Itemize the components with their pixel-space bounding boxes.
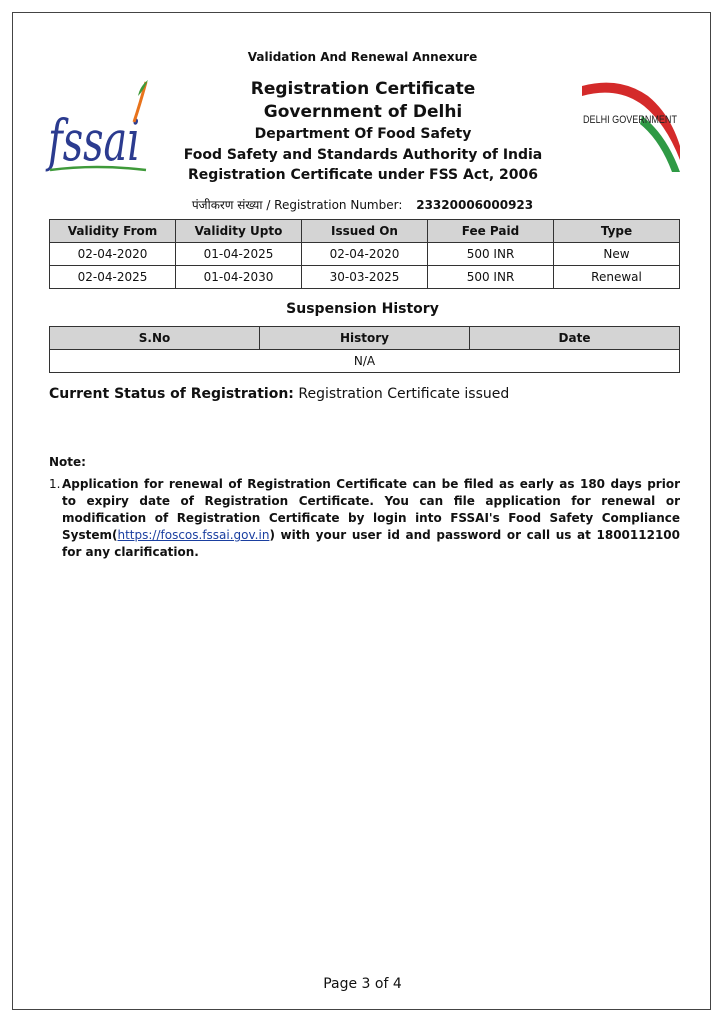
table-cell: 02-04-2025 xyxy=(50,266,176,289)
note-number: 1. xyxy=(49,477,61,491)
svg-text:fssai: fssai xyxy=(45,109,140,174)
certificate-title: Registration Certificate xyxy=(250,79,476,99)
status-value: Registration Certificate issued xyxy=(298,386,510,402)
foscos-link[interactable]: https://foscos.fssai.gov.in xyxy=(117,528,270,542)
note-text-end: ) with your user id and password or call us at 1800112100 for any clarification. xyxy=(62,528,680,559)
authority-name: Food Safety and Standards Authority of India xyxy=(183,147,543,163)
column-header: Validity Upto xyxy=(176,220,302,243)
annexure-title: Validation And Renewal Annexure xyxy=(247,50,478,64)
suspension-table xyxy=(49,326,680,373)
column-header: History xyxy=(260,327,470,350)
government-name: Government of Delhi xyxy=(263,102,463,122)
table-cell: New xyxy=(554,243,680,266)
registration-number-label: पंजीकरण संख्या / Registration Number: xyxy=(191,198,403,212)
note-item xyxy=(49,476,680,561)
table-cell: 500 INR xyxy=(428,266,554,289)
table-cell: 02-04-2020 xyxy=(302,243,428,266)
column-header: Validity From xyxy=(50,220,176,243)
suspension-history-title: Suspension History xyxy=(286,301,439,317)
registration-number: 23320006000923 xyxy=(416,198,534,212)
registration-number-line xyxy=(0,196,725,213)
note-text-start: Application for renewal of Registration Certificate can be filed as early as 180 days prior to expiry date of Registration Certificate. You can file application for renewal or modification of Registration Certificate by login into FSSAI's Food Safety Compliance System( xyxy=(62,477,680,542)
delhi-government-logo xyxy=(580,76,682,174)
act-title: Registration Certificate under FSS Act, 2006 xyxy=(188,167,538,183)
note-title: Note: xyxy=(49,455,86,469)
table-row xyxy=(50,266,680,289)
table-cell: 01-04-2025 xyxy=(176,243,302,266)
empty-cell: N/A xyxy=(50,350,680,373)
table-cell: 500 INR xyxy=(428,243,554,266)
column-header: Date xyxy=(470,327,680,350)
note-text xyxy=(62,476,680,561)
column-header: Type xyxy=(554,220,680,243)
column-header: S.No xyxy=(50,327,260,350)
table-cell: Renewal xyxy=(554,266,680,289)
table-row xyxy=(50,350,680,373)
table-row xyxy=(50,243,680,266)
page-number: Page 3 of 4 xyxy=(323,976,402,992)
column-header: Fee Paid xyxy=(428,220,554,243)
table-cell: 30-03-2025 xyxy=(302,266,428,289)
status-label: Current Status of Registration: xyxy=(49,386,294,402)
table-header-row xyxy=(50,327,680,350)
table-cell: 01-04-2030 xyxy=(176,266,302,289)
validity-table xyxy=(49,219,680,289)
current-status xyxy=(49,386,509,402)
svg-text:DELHI GOVERNMENT: DELHI GOVERNMENT xyxy=(583,114,678,126)
table-cell: 02-04-2020 xyxy=(50,243,176,266)
department-name: Department Of Food Safety xyxy=(254,126,472,142)
fssai-logo xyxy=(46,78,150,178)
table-header-row xyxy=(50,220,680,243)
column-header: Issued On xyxy=(302,220,428,243)
